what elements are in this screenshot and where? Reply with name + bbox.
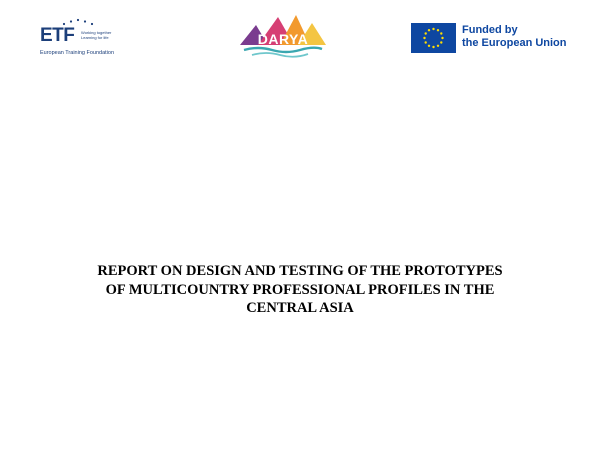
eu-funding-text <box>462 24 567 50</box>
eu-funding-logo <box>411 23 567 55</box>
eu-funding-line-2: the European Union <box>462 37 567 49</box>
title-line-3: CENTRAL ASIA <box>246 300 354 316</box>
etf-logo <box>40 17 120 59</box>
darya-mountains-icon <box>238 11 328 59</box>
darya-logo <box>238 11 328 59</box>
title-line-2: OF MULTICOUNTRY PROFESSIONAL PROFILES IN THE <box>105 281 495 298</box>
darya-mark: DARYA <box>257 31 309 47</box>
etf-tagline-line-1: Working together <box>81 30 112 35</box>
eu-funding-line-1: Funded by <box>462 24 518 36</box>
etf-name: European Training Foundation <box>40 50 114 56</box>
etf-tagline-line-2: Learning for life <box>81 35 109 40</box>
eu-flag-icon <box>411 23 456 53</box>
etf-mark: ETF <box>40 25 75 46</box>
title-line-1: REPORT ON DESIGN AND TESTING OF THE PROTOTYPES <box>97 263 503 279</box>
document-title <box>50 262 550 318</box>
etf-tagline <box>81 30 115 40</box>
